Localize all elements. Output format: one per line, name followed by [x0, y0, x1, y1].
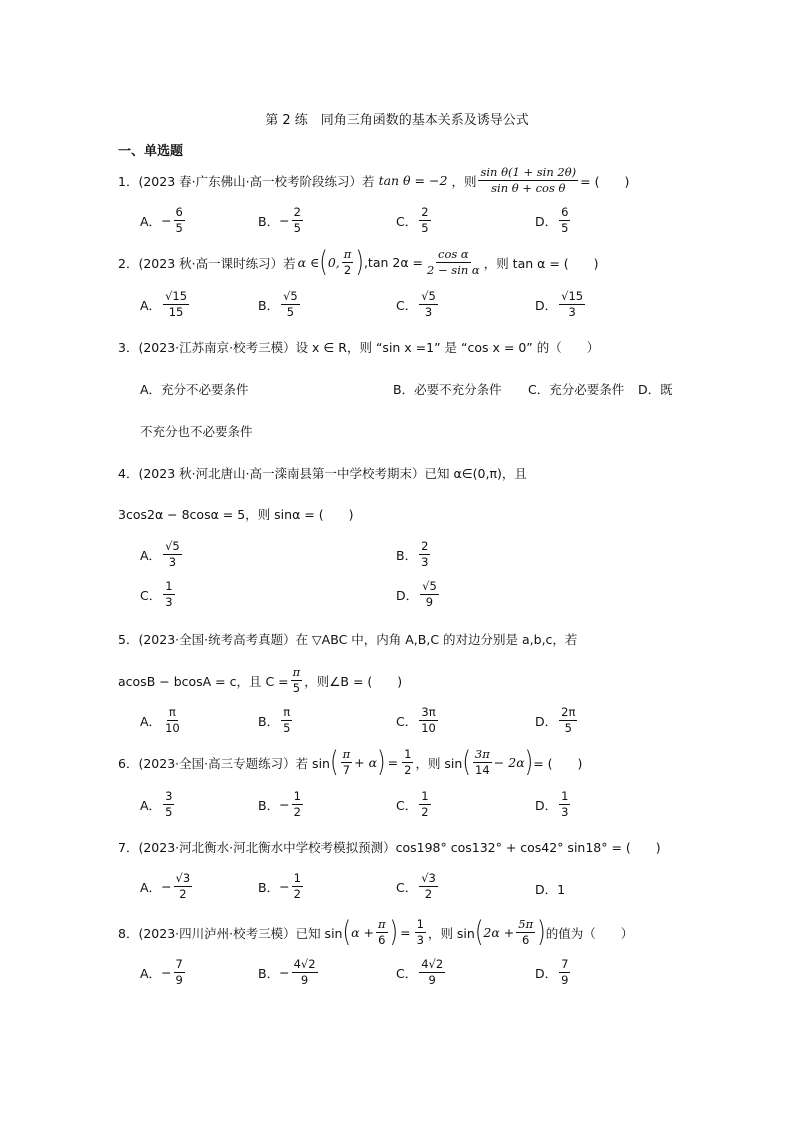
q5-option-d[interactable]: D． $\frac{2\pi}{5}$: [535, 705, 576, 735]
q4-option-c[interactable]: C． $\frac{1}{3}$: [140, 579, 173, 609]
question-6: 6．(2023·全国·高三专题练习）若 sin ( $\frac{\pi}{7}$ + α ) = $\frac{1}{2}$ ，则 sin ( $\frac{3\pi}{14}$ − 2α ) = ( ): [118, 745, 583, 779]
q5-option-a[interactable]: A． $\frac{\pi}{10}$: [140, 705, 180, 735]
q4-option-a[interactable]: A． $\frac{√5}{3}$: [140, 539, 180, 569]
q5-option-b[interactable]: B． $\frac{\pi}{5}$: [258, 705, 291, 735]
question-3: 3．(2023·江苏南京·校考三模）设 x ∈ R，则 “sin x =1” 是 “cos x = 0” 的（ ）: [118, 340, 600, 355]
q7-option-b[interactable]: B． − $\frac{1}{2}$: [258, 871, 301, 901]
q7-option-d[interactable]: D．1: [535, 882, 566, 897]
q7-option-c[interactable]: C． $\frac{√3}{2}$: [396, 871, 436, 901]
q1-option-c[interactable]: C． $\frac{2}{5}$: [396, 205, 429, 235]
page-title: 第 2 练 同角三角函数的基本关系及诱导公式: [265, 113, 529, 128]
question-4-line-2: 3cos2α − 8cosα = 5，则 sinα = ( ): [118, 507, 354, 522]
q8-option-d[interactable]: D． $\frac{7}{9}$: [535, 957, 569, 987]
q6-option-b[interactable]: B． − $\frac{1}{2}$: [258, 789, 301, 819]
q1-fraction: $\frac{\text{sin θ(1 + sin 2θ)}}{\text{sin θ + cos θ}}$: [480, 165, 577, 195]
question-2: 2．(2023 秋·高一课时练习）若 α ∈ ( 0, $\frac{\pi}{2}$ ) ,tan 2α = $\frac{\text{cos α}}{\text{2 − sin α}}$ ，则 tan α = ( ): [118, 245, 599, 279]
q5-option-c[interactable]: C． $\frac{3\pi}{10}$: [396, 705, 436, 735]
q1-option-d[interactable]: D． $\frac{6}{5}$: [535, 205, 569, 235]
q2-option-c[interactable]: C． $\frac{√5}{3}$: [396, 289, 436, 319]
q1-option-b[interactable]: B． − $\frac{2}{5}$: [258, 205, 301, 235]
q7-option-a[interactable]: A． − $\frac{√3}{2}$: [140, 871, 191, 901]
q2-option-d[interactable]: D． $\frac{√15}{3}$: [535, 289, 584, 319]
q3-option-a[interactable]: A．充分不必要条件: [140, 382, 249, 397]
question-4: 4．(2023 秋·河北唐山·高一滦南县第一中学校考期末）已知 α∈(0,π)，且: [118, 466, 527, 481]
q3-option-d-continued: 不充分也不必要条件: [140, 424, 253, 439]
q3-option-d[interactable]: D．既: [638, 382, 673, 397]
q8-option-a[interactable]: A． − $\frac{7}{9}$: [140, 957, 183, 987]
q6-option-c[interactable]: C． $\frac{1}{2}$: [396, 789, 429, 819]
q4-option-b[interactable]: B． $\frac{2}{3}$: [396, 539, 429, 569]
q6-option-a[interactable]: A． $\frac{3}{5}$: [140, 789, 173, 819]
question-7: 7．(2023·河北衡水·河北衡水中学校考模拟预测）cos198° cos132° + cos42° sin18° = ( ): [118, 840, 661, 855]
q4-option-d[interactable]: D． $\frac{√5}{9}$: [396, 579, 437, 609]
q8-option-c[interactable]: C． $\frac{4√2}{9}$: [396, 957, 444, 987]
q3-option-b[interactable]: B．必要不充分条件: [393, 382, 502, 397]
q3-option-c[interactable]: C．充分必要条件: [528, 382, 625, 397]
question-5: 5．(2023·全国·统考高考真题）在 ▽ABC 中，内角 A,B,C 的对边分别是 a,b,c，若: [118, 632, 578, 647]
q2-option-a[interactable]: A． $\frac{√15}{15}$: [140, 289, 188, 319]
question-1: 1．(2023 春·广东佛山·高一校考阶段练习）若 tan θ = −2 ，则 $\frac{\text{sin θ(1 + sin 2θ)}}{\text{sin θ + cos θ}}$ = ( ): [118, 165, 630, 195]
question-5-line-2: acosB − bcosA = c，且 C = $\frac{\pi}{5}$ ，则∠B = ( ): [118, 665, 403, 695]
question-8: 8．(2023·四川泸州·校考三模）已知 sin ( α + $\frac{\pi}{6}$ ) = $\frac{1}{3}$ ，则 sin ( 2α + $\frac{5\pi}{6}$ ) 的值为（ ）: [118, 915, 634, 949]
q6-option-d[interactable]: D． $\frac{1}{3}$: [535, 789, 569, 819]
q1-option-a[interactable]: A． − $\frac{6}{5}$: [140, 205, 183, 235]
q2-option-b[interactable]: B． $\frac{√5}{5}$: [258, 289, 298, 319]
section-heading: 一、单选题: [118, 144, 184, 159]
q8-option-b[interactable]: B． − $\frac{4√2}{9}$: [258, 957, 316, 987]
